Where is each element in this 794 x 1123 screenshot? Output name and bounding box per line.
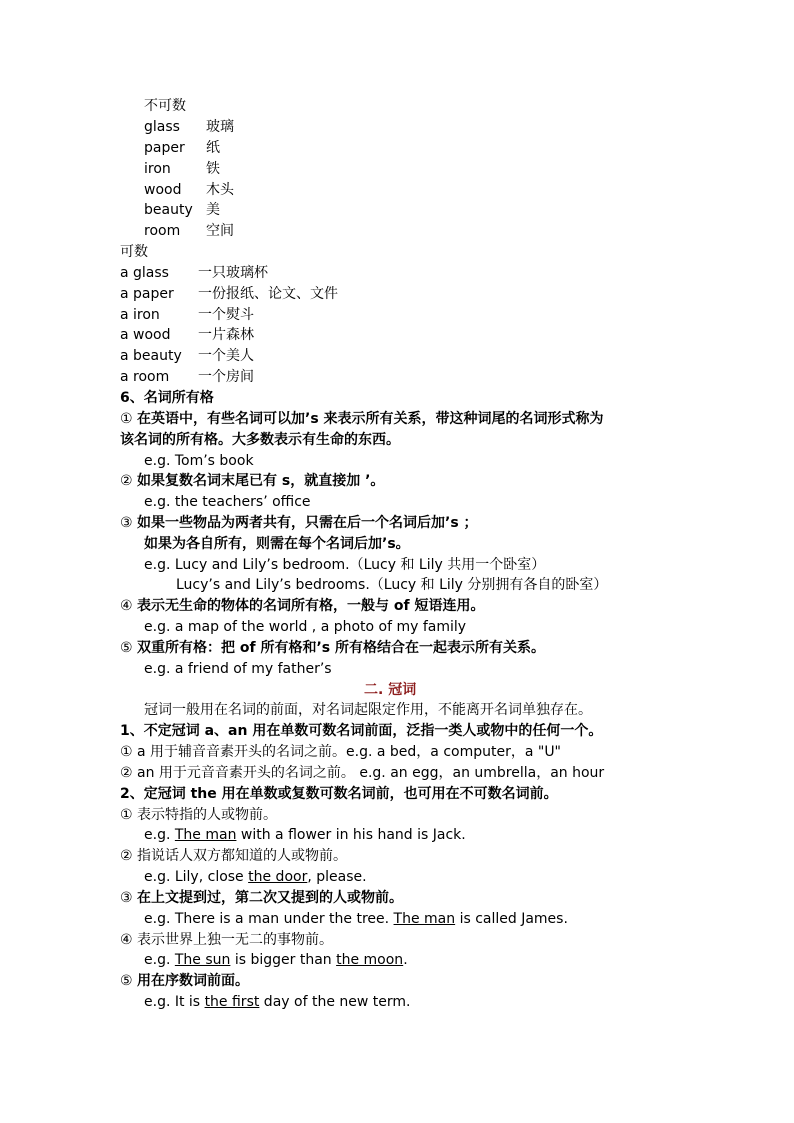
definite-rule-1: ① 表示特指的人或物前。 bbox=[120, 807, 278, 823]
uncountable-row: wood 木头 bbox=[144, 182, 234, 198]
definite-example-2: e.g. Lily, close the door, please. bbox=[144, 869, 367, 885]
countable-row: a iron 一个熨斗 bbox=[120, 307, 254, 323]
definite-article-heading: 2、定冠词 the 用在单数或复数可数名词前，也可用在不可数名词前。 bbox=[120, 786, 558, 802]
possessive-example-3b: Lucy’s and Lily’s bedrooms.（Lucy 和 Lily 分别拥有各自的卧室） bbox=[176, 577, 608, 593]
possessive-example-4: e.g. a map of the world , a photo of my family bbox=[144, 619, 467, 635]
possessive-point-3: ③ 如果一些物品为两者共有，只需在后一个名词后加’s ； bbox=[120, 515, 478, 531]
countable-row: a room 一个房间 bbox=[120, 369, 254, 385]
uncountable-row: beauty 美 bbox=[144, 202, 220, 218]
possessive-point-1: ① 在英语中，有些名词可以加’s 来表示所有关系，带这种词尾的名词形式称为 bbox=[120, 411, 604, 427]
countable-row: a paper 一份报纸、论文、文件 bbox=[120, 286, 338, 302]
indefinite-article-rule-an: ② an 用于元音音素开头的名词之前。 e.g. an egg，an umbrella，an hour bbox=[120, 765, 605, 781]
definite-example-3: e.g. There is a man under the tree. The man is called James. bbox=[144, 911, 568, 927]
uncountable-row: paper 纸 bbox=[144, 140, 220, 156]
countable-row: a glass 一只玻璃杯 bbox=[120, 265, 268, 281]
article-intro: 冠词一般用在名词的前面，对名词起限定作用，不能离开名词单独存在。 bbox=[144, 702, 592, 718]
definite-rule-2: ② 指说话人双方都知道的人或物前。 bbox=[120, 848, 348, 864]
countable-title: 可数 bbox=[120, 244, 148, 260]
definite-rule-5: ⑤ 用在序数词前面。 bbox=[120, 973, 250, 989]
possessive-example-3a: e.g. Lucy and Lily’s bedroom.（Lucy 和 Lily 共用一个卧室） bbox=[144, 557, 546, 573]
possessive-point-4: ④ 表示无生命的物体的名词所有格，一般与 of 短语连用。 bbox=[120, 598, 485, 614]
definite-example-4: e.g. The sun is bigger than the moon. bbox=[144, 952, 408, 968]
uncountable-row: glass 玻璃 bbox=[144, 119, 234, 135]
indefinite-article-heading: 1、不定冠词 a、an 用在单数可数名词前面，泛指一类人或物中的任何一个。 bbox=[120, 723, 603, 739]
section-heading-possessive: 6、名词所有格 bbox=[120, 390, 214, 406]
possessive-point-2: ② 如果复数名词末尾已有 s，就直接加 ’。 bbox=[120, 473, 385, 489]
possessive-example-1: e.g. Tom’s book bbox=[144, 453, 254, 469]
definite-example-1: e.g. The man with a flower in his hand is Jack. bbox=[144, 827, 466, 843]
definite-example-5: e.g. It is the first day of the new term. bbox=[144, 994, 411, 1010]
countable-row: a beauty 一个美人 bbox=[120, 348, 254, 364]
uncountable-row: iron 铁 bbox=[144, 161, 220, 177]
section-heading-article: 二. 冠词 bbox=[364, 682, 417, 698]
possessive-point-5: ⑤ 双重所有格：把 of 所有格和’s 所有格结合在一起表示所有关系。 bbox=[120, 640, 545, 656]
possessive-point-3-cont: 如果为各自所有，则需在每个名词后加’s。 bbox=[144, 536, 410, 552]
uncountable-row: room 空间 bbox=[144, 223, 234, 239]
definite-rule-4: ④ 表示世界上独一无二的事物前。 bbox=[120, 932, 334, 948]
possessive-example-5: e.g. a friend of my father’s bbox=[144, 661, 332, 677]
definite-rule-3: ③ 在上文提到过，第二次又提到的人或物前。 bbox=[120, 890, 404, 906]
indefinite-article-rule-a: ① a 用于辅音音素开头的名词之前。e.g. a bed，a computer，a "U" bbox=[120, 744, 561, 760]
possessive-example-2: e.g. the teachers’ office bbox=[144, 494, 311, 510]
countable-row: a wood 一片森林 bbox=[120, 327, 254, 343]
uncountable-title: 不可数 bbox=[144, 98, 186, 114]
possessive-point-1-cont: 该名词的所有格。大多数表示有生命的东西。 bbox=[120, 432, 400, 448]
